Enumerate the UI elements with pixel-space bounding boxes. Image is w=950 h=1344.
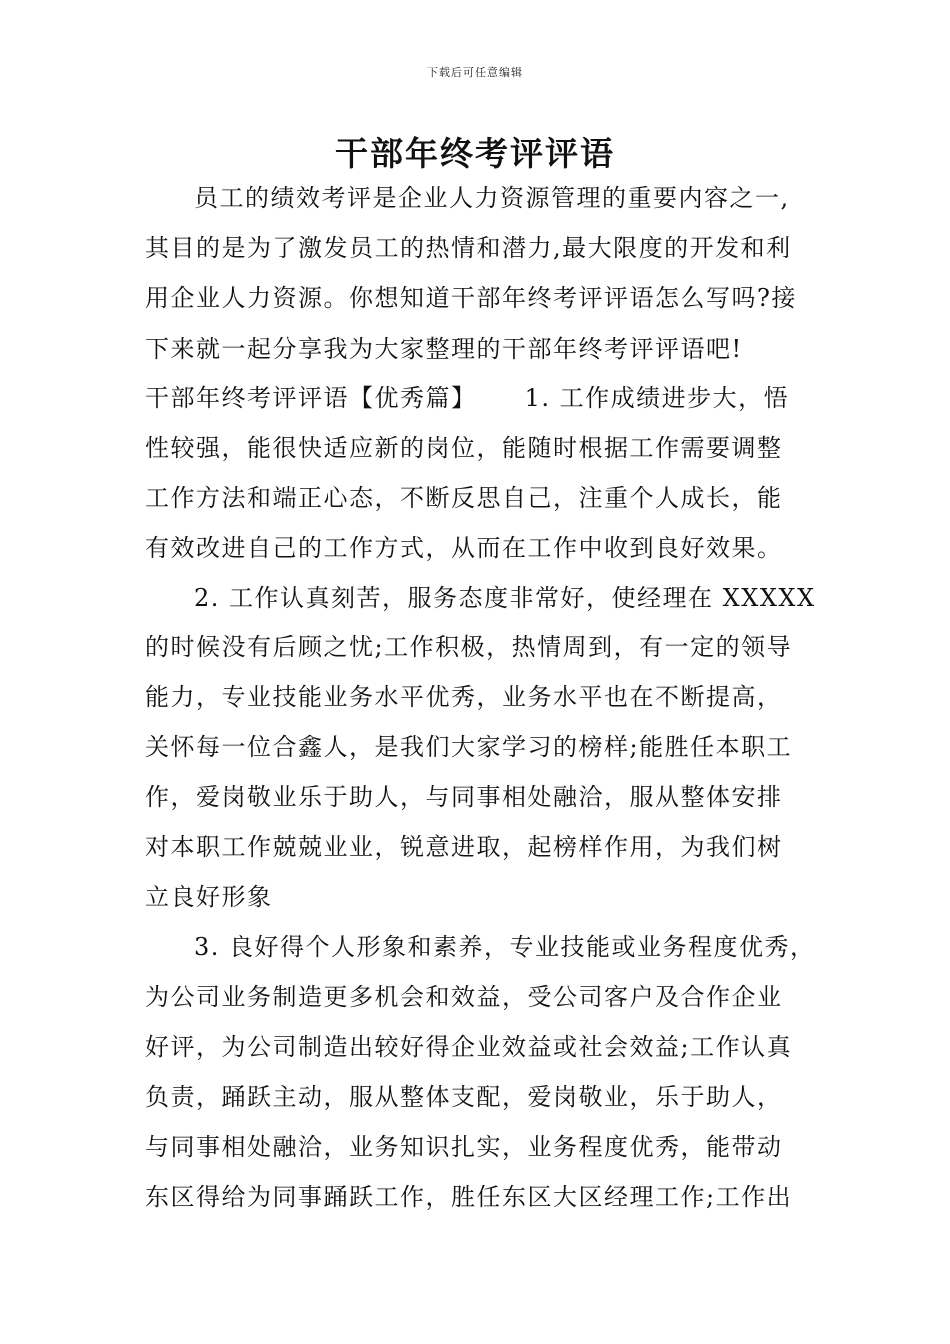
paragraph-line: 立良好形象	[145, 883, 273, 911]
paragraph-line: 能力，专业技能业务水平优秀，业务水平也在不断提高，	[145, 683, 783, 711]
paragraph-line: 好评，为公司制造出较好得企业效益或社会效益;工作认真	[145, 1033, 793, 1061]
paragraph-line: 有效改进自己的工作方式，从而在工作中收到良好效果。	[145, 534, 783, 562]
paragraph-line: 东区得给为同事踊跃工作，胜任东区大区经理工作;工作出	[145, 1183, 793, 1211]
paragraph-line: 的时候没有后顾之忧;工作积极，热情周到，有一定的领导	[145, 633, 793, 661]
paragraph-line: 工作方法和端正心态，不断反思自己，注重个人成长，能	[145, 484, 783, 512]
paragraph-line: 下来就一起分享我为大家整理的干部年终考评评语吧!	[145, 335, 743, 363]
paragraph-line: 关怀每一位合鑫人，是我们大家学习的榜样;能胜任本职工	[145, 733, 793, 761]
paragraph-line: 3. 良好得个人形象和素养，专业技能或业务程度优秀，	[194, 933, 816, 961]
document-title: 干部年终考评评语	[335, 134, 615, 173]
paragraph-line: 员工的绩效考评是企业人力资源管理的重要内容之一,	[194, 184, 790, 212]
paragraph-line: 负责，踊跃主动，服从整体支配，爱岗敬业，乐于助人，	[145, 1083, 783, 1111]
paragraph-line: 其目的是为了激发员工的热情和潜力,最大限度的开发和利	[145, 234, 792, 262]
paragraph-line: 作，爱岗敬业乐于助人，与同事相处融洽，服从整体安排	[145, 783, 783, 811]
paragraph-line: 用企业人力资源。你想知道干部年终考评评语怎么写吗?接	[145, 284, 797, 312]
paragraph-line: 干部年终考评评语【优秀篇】 1. 工作成绩进步大，悟	[145, 384, 790, 412]
header-note: 下载后可任意编辑	[427, 66, 523, 79]
paragraph-line: 对本职工作兢兢业业，锐意进取，起榜样作用，为我们树	[145, 833, 783, 861]
paragraph-line: 与同事相处融洽，业务知识扎实，业务程度优秀，能带动	[145, 1133, 783, 1161]
paragraph-line: 2. 工作认真刻苦，服务态度非常好，使经理在 XXXXX	[194, 584, 816, 612]
paragraph-line: 为公司业务制造更多机会和效益，受公司客户及合作企业	[145, 983, 783, 1011]
paragraph-line: 性较强，能很快适应新的岗位，能随时根据工作需要调整	[145, 434, 783, 462]
